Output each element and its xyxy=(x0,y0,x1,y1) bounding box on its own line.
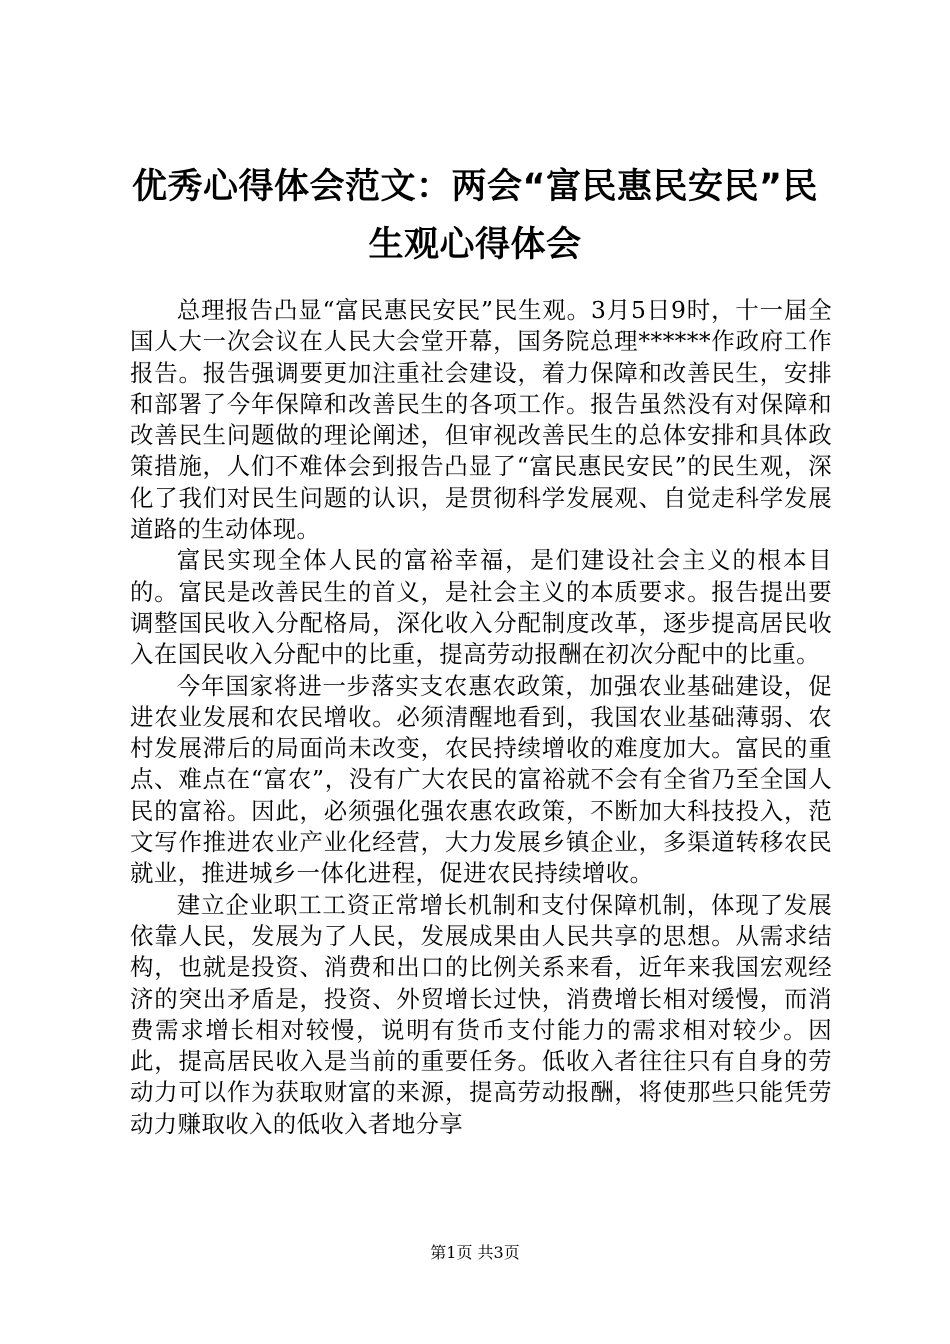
document-title: 优秀心得体会范文：两会“富民惠民安民”民生观心得体会 xyxy=(131,167,818,265)
document-body xyxy=(130,295,832,1140)
page-footer: 第1页 共3页 xyxy=(430,1243,520,1262)
paragraph-4: 建立企业职工工资正常增长机制和支付保障机制，体现了发展依靠人民，发展为了人民，发展成果由人民共享的思想。从需求结构，也就是投资、消费和出口的比例关系来看，近年来我国宏观经济的突出矛盾是，投资、外贸增长过快，消费增长相对缓慢，而消费需求增长相对较慢，说明有货币支付能力的需求相对较少。因此，提高居民收入是当前的重要任务。低收入者往往只有自身的劳动力可以作为获取财富的来源，提高劳动报酬，将使那些只能凭劳动力赚取收入的低收入者地分享 xyxy=(130,890,832,1138)
paragraph-1: 总理报告凸显“富民惠民安民”民生观。3月5日9时，十一届全国人大一次会议在人民大会堂开幕，国务院总理******作政府工作报告。报告强调要更加注重社会建设，着力保障和改善民生，安排和部署了今年保障和改善民生的各项工作。报告虽然没有对保障和改善民生问题做的理论阐述，但审视改善民生的总体安排和具体政策措施，人们不难体会到报告凸显了“富民惠民安民”的民生观，深化了我们对民生问题的认识，是贯彻科学发展观、自觉走科学发展道路的生动体现。 xyxy=(130,296,832,544)
paragraph-2: 富民实现全体人民的富裕幸福，是们建设社会主义的根本目的。富民是改善民生的首义，是社会主义的本质要求。报告提出要调整国民收入分配格局，深化收入分配制度改革，逐步提高居民收入在国民收入分配中的比重，提高劳动报酬在初次分配中的比重。 xyxy=(130,546,832,669)
paragraph-3: 今年国家将进一步落实支农惠农政策，加强农业基础建设，促进农业发展和农民增收。必须清醒地看到，我国农业基础薄弱、农村发展滞后的局面尚未改变，农民持续增收的难度加大。富民的重点、难点在“富农”，没有广大农民的富裕就不会有全省乃至全国人民的富裕。因此，必须强化强农惠农政策，不断加大科技投入，范文写作推进农业产业化经营，大力发展乡镇企业，多渠道转移农民就业，推进城乡一体化进程，促进农民持续增收。 xyxy=(130,671,832,888)
